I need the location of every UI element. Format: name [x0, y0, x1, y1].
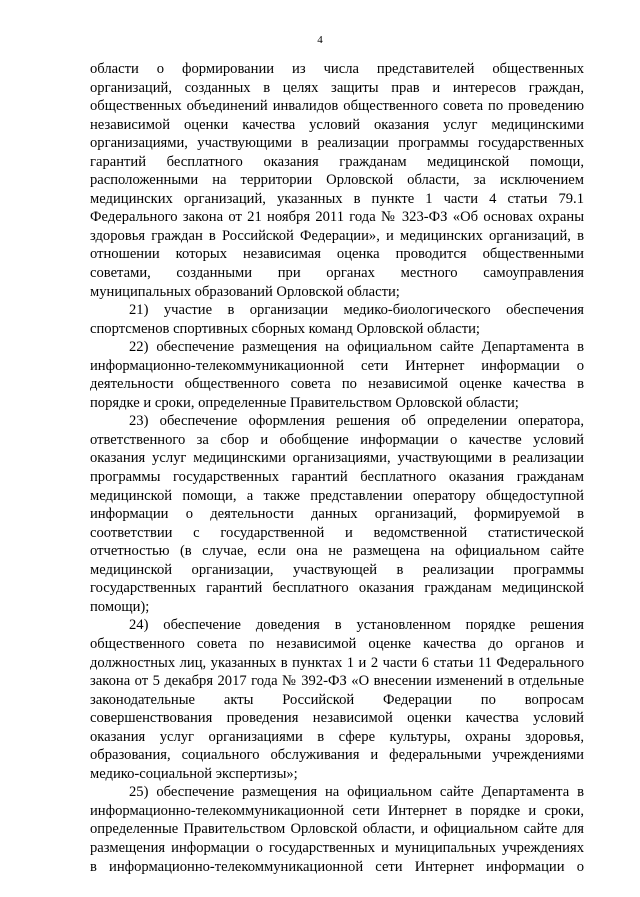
text-line: порядке и сроки, определенные Правительством Орловской области;	[90, 394, 519, 411]
text-line: медико-социальной экспертизы»;	[90, 765, 298, 782]
paragraph-p-cont	[90, 60, 584, 301]
text-line: независимой оценки качества условий оказания услуг медицинскими	[90, 116, 584, 133]
text-line: соответствии с государственной и ведомственной статистической	[90, 524, 584, 541]
text-line: медицинской организации, участвующей в реализации программы	[90, 561, 584, 578]
text-line: совершенствования проведения независимой оценки качества условий	[90, 710, 584, 727]
text-line: закона от 5 декабря 2017 года № 392-ФЗ «О внесении изменений в отдельные	[90, 673, 584, 690]
text-line: здоровья граждан в Российской Федерации», и медицинских организаций, в	[90, 227, 584, 244]
text-line: муниципальных образований Орловской области;	[90, 283, 400, 300]
text-line: отчетностью (в случае, если она не размещена на официальном сайте	[90, 543, 584, 560]
text-line: законодательные акты Российской Федерации по вопросам	[90, 691, 584, 708]
text-line: помощи);	[90, 598, 150, 615]
text-line: организаций, созданных в целях защиты прав и интересов граждан,	[90, 79, 584, 96]
text-line: спортсменов спортивных сборных команд Орловской области;	[90, 320, 480, 337]
text-line: организациями, участвующими в реализации программы государственных	[90, 135, 584, 152]
text-line: общественного совета по независимой оценке качества до органов и	[90, 635, 584, 652]
text-line: образования, социального обслуживания и федеральными учреждениями	[90, 747, 584, 764]
paragraph-p21	[90, 301, 584, 338]
page-number: 4	[317, 34, 323, 46]
text-line: должностных лиц, указанных в пунктах 1 и 2 части 6 статьи 11 Федерального	[90, 654, 584, 671]
text-line: информации о деятельности данных организаций, формируемой в	[90, 506, 584, 523]
text-line: ответственного за сбор и обобщение информации о качестве условий	[90, 431, 584, 448]
text-line: советами, созданными при органах местного самоуправления	[90, 265, 584, 282]
paragraph-p24	[90, 616, 584, 783]
text-line: 22) обеспечение размещения на официальном сайте Департамента в	[129, 339, 584, 356]
paragraph-p23	[90, 412, 584, 616]
text-line: деятельности общественного совета по независимой оценке качества в	[90, 376, 584, 393]
text-line: информационно-телекоммуникационной сети Интернет в порядке и сроки,	[90, 802, 584, 819]
text-line: 25) обеспечение размещения на официальном сайте Департамента в	[129, 784, 584, 801]
text-line: 23) обеспечение оформления решения об определении оператора,	[129, 413, 584, 430]
text-line: в информационно-телекоммуникационной сети Интернет информации о	[90, 858, 584, 875]
text-line: 24) обеспечение доведения в установленном порядке решения	[129, 617, 584, 634]
paragraph-p25	[90, 783, 584, 876]
text-line: отношении которых независимая оценка проводится общественными	[90, 246, 584, 263]
text-line: общественных объединений инвалидов общественного совета по проведению	[90, 98, 584, 115]
text-line: определенные Правительством Орловской области, и официальном сайте для	[90, 821, 584, 838]
text-line: расположенными на территории Орловской области, за исключением	[90, 172, 584, 189]
text-line: размещения информации о государственных и муниципальных учреждениях	[90, 839, 584, 856]
text-line: медицинской помощи, а также представлении оператору общедоступной	[90, 487, 584, 504]
text-line: 21) участие в организации медико-биологического обеспечения	[129, 302, 584, 319]
document-body	[90, 60, 584, 876]
text-line: информационно-телекоммуникационной сети Интернет информации о	[90, 357, 584, 374]
text-line: гарантий бесплатного оказания гражданам медицинской помощи,	[90, 153, 584, 170]
text-line: государственных гарантий бесплатного оказания гражданам медицинской	[90, 580, 584, 597]
text-line: оказания услуг медицинскими организациями, участвующими в реализации	[90, 450, 584, 467]
text-line: Федерального закона от 21 ноября 2011 года № 323-ФЗ «Об основах охраны	[90, 209, 584, 226]
text-line: области о формировании из числа представителей общественных	[90, 61, 584, 77]
text-line: программы государственных гарантий бесплатного оказания гражданам	[90, 469, 584, 486]
paragraph-p22	[90, 338, 584, 412]
text-line: оказания услуг организациями в сфере культуры, охраны здоровья,	[90, 728, 584, 745]
text-line: медицинских организаций, указанных в пункте 1 части 4 статьи 79.1	[90, 190, 584, 207]
